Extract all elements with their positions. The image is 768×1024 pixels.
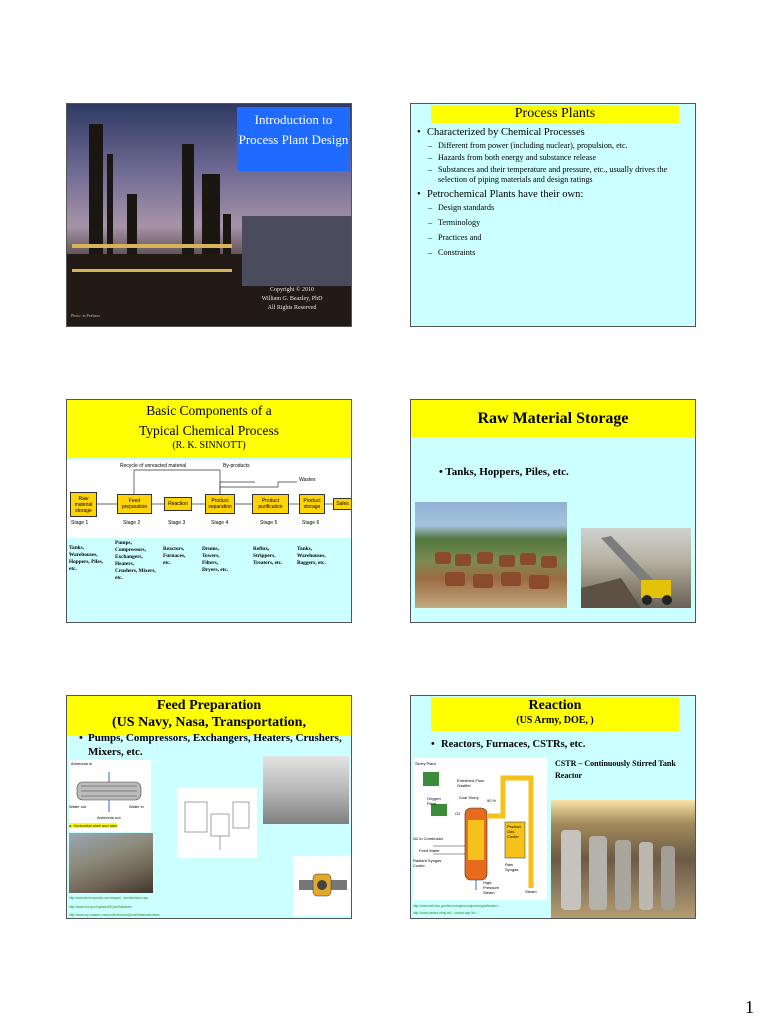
gasifier-diagram <box>413 758 547 900</box>
slide5-title-line1: Feed Preparation <box>156 698 262 713</box>
slide6-bullet: • Reactors, Furnaces, CSTRs, etc. <box>431 739 585 750</box>
slide6-title-text: Reaction <box>528 698 582 713</box>
bullet-item: • Characterized by Chemical Processes <box>411 126 695 139</box>
source-link[interactable]: http://www.pantex.army.mil/...reactor.asp?id=... <box>413 911 479 915</box>
sub-bullet-item: – Practices and <box>411 233 695 243</box>
wastes-label: Wastes <box>299 477 316 483</box>
n2-label: N2 to Combustor <box>413 836 444 841</box>
feed-water-label: Feed Water <box>419 848 440 853</box>
slide-process-plants <box>410 103 696 327</box>
slide1-title: Introduction to Process Plant Design <box>237 107 350 171</box>
slide5-title-line2: (US Navy, Nasa, Transportation, <box>112 715 306 730</box>
slide-basic-components <box>66 399 352 623</box>
stage-label: Stage 6 <box>302 520 320 526</box>
equipment-stage-6: Tanks, Warehouses, Baggers, etc. <box>297 546 326 566</box>
box-raw-material-storage: Raw material storage <box>70 492 97 517</box>
slide5-title <box>67 696 351 736</box>
slurry-plant-label: Slurry Plant <box>415 761 436 766</box>
cstr-note: CSTR – Continuously Stirred Tank Reactor <box>555 759 676 780</box>
radiant-syngas-label: Radiant Syngas Cooler <box>413 858 442 868</box>
slide-feed-preparation <box>66 695 352 919</box>
slide-raw-material-storage <box>410 399 696 623</box>
diagram-caption: a. Horizontal shell and tube <box>69 823 118 828</box>
box-product-separation: Product separation <box>205 494 235 514</box>
stage-label: Stage 3 <box>168 520 186 526</box>
recycle-label: Recycle of unreacted material <box>120 463 187 469</box>
coal-slurry-label: Coal Slurry <box>459 795 479 800</box>
percent-label: 90 % <box>487 798 497 803</box>
sub-bullet-item: – Hazards from both energy and substance release <box>411 153 695 163</box>
source-link[interactable]: http://www.mp-mission-navy.mil/techdocs/Quest/Materialssheets <box>69 913 160 917</box>
sub-bullet-item: – Design standards <box>411 203 695 213</box>
process-flow-diagram <box>67 460 351 538</box>
page-number: 1 <box>745 997 754 1017</box>
hopper-conveyor-photo <box>581 528 691 608</box>
sub-bullet-item: – Substances and their temperature and pressure, etc., usually drives the selection of piping materials and design ratings <box>411 165 695 185</box>
slide3-title-line1: Basic Components of a <box>146 403 272 418</box>
equipment-room-photo <box>263 756 349 824</box>
stage-label: Stage 2 <box>123 520 141 526</box>
slide4-title: Raw Material Storage <box>411 400 695 437</box>
slide6-subtitle: (US Army, DOE, ) <box>516 715 594 726</box>
equipment-stage-1: Tanks, Warehouses, Hoppers, Piles, etc. <box>69 545 103 572</box>
slide2-title: Process Plants <box>431 105 679 123</box>
source-link[interactable]: http://www.netl.doe.gov/technologies/coalpower/gasification/... <box>413 904 501 908</box>
box-product-storage: Product storage <box>299 494 325 514</box>
box-sales: Sales <box>333 498 352 510</box>
pump-graphic <box>293 856 352 916</box>
gasifier-label: Entrained-Flow Gasifier <box>457 778 484 788</box>
slide3-title <box>67 400 351 458</box>
source-link[interactable]: http://www.thermopedia.com/images/...shellandtube.asp <box>69 896 149 900</box>
box-product-purification: Product purification <box>252 494 289 514</box>
crusher-photo <box>69 833 153 893</box>
copyright-notice: Copyright © 2010 William G. Beazley, PhD All Rights Reserved <box>261 287 323 311</box>
slide-title-intro <box>66 103 352 327</box>
oxygen-plant-label: Oxygen Plant <box>427 796 441 806</box>
mixer-schematic <box>177 788 257 858</box>
water-out-label: Water out <box>69 804 87 809</box>
slide3-title-line2: Typical Chemical Process <box>138 423 280 438</box>
sub-bullet-item: – Different from power (including nuclear), propulsion, etc. <box>411 141 695 151</box>
ammonia-in-label: Ammonia in <box>71 761 93 766</box>
equipment-stage-2: Pumps, Compressors, Exchangers, Heaters, Crushers, Mixers, etc. <box>115 540 156 581</box>
source-link[interactable]: http://www.nlvr.gov/Updated/3Gpm/Milsteam <box>69 905 132 909</box>
box-feed-preparation: Feed preparation <box>117 494 152 514</box>
sub-bullet-item: – Constraints <box>411 248 695 258</box>
stage-label: Stage 5 <box>260 520 278 526</box>
water-in-label: Water in <box>129 804 144 809</box>
byproducts-label: By-products <box>223 463 250 469</box>
storage-tanks-photo <box>415 502 567 608</box>
slide4-bullet: • Tanks, Hoppers, Piles, etc. <box>439 466 569 478</box>
ammonia-out-label: Ammonia out <box>97 815 121 820</box>
stage-label: Stage 1 <box>71 520 89 526</box>
stage-label: Stage 4 <box>211 520 229 526</box>
sub-bullet-item: – Terminology <box>411 218 695 228</box>
slide-reaction <box>410 695 696 919</box>
reactor-hall-photo <box>551 800 695 918</box>
o2-label: O2 <box>455 811 461 816</box>
equipment-stage-5: Reflux, Strippers, Treaters, etc. <box>253 546 283 566</box>
slide3-subtitle: (R. K. SINNOTT) <box>172 440 246 451</box>
slide2-bullet-list <box>411 126 695 258</box>
photo-credit: Photo: in Pexhaus <box>71 313 100 318</box>
shell-and-tube-diagram <box>69 760 151 832</box>
equipment-stage-3: Reactors, Furnaces, etc. <box>163 546 186 566</box>
box-reaction: Reaction <box>164 497 192 511</box>
conveyor-graphic <box>581 528 691 608</box>
product-gas-cooler-label: Product Gas Cooler <box>507 824 521 839</box>
bullet-item: • Petrochemical Plants have their own: <box>411 188 695 201</box>
raw-syngas-label: Raw Syngas <box>505 862 519 872</box>
equipment-stage-4: Drums, Towers, Filters, Dryers, etc. <box>202 546 229 573</box>
hp-steam-label: High-Pressure Steam <box>483 880 500 895</box>
steam-label: Steam <box>525 889 537 894</box>
slide6-title <box>431 697 679 731</box>
slide5-bullet: • Pumps, Compressors, Exchangers, Heaters, Crushers, Mixers, etc. <box>79 731 352 759</box>
